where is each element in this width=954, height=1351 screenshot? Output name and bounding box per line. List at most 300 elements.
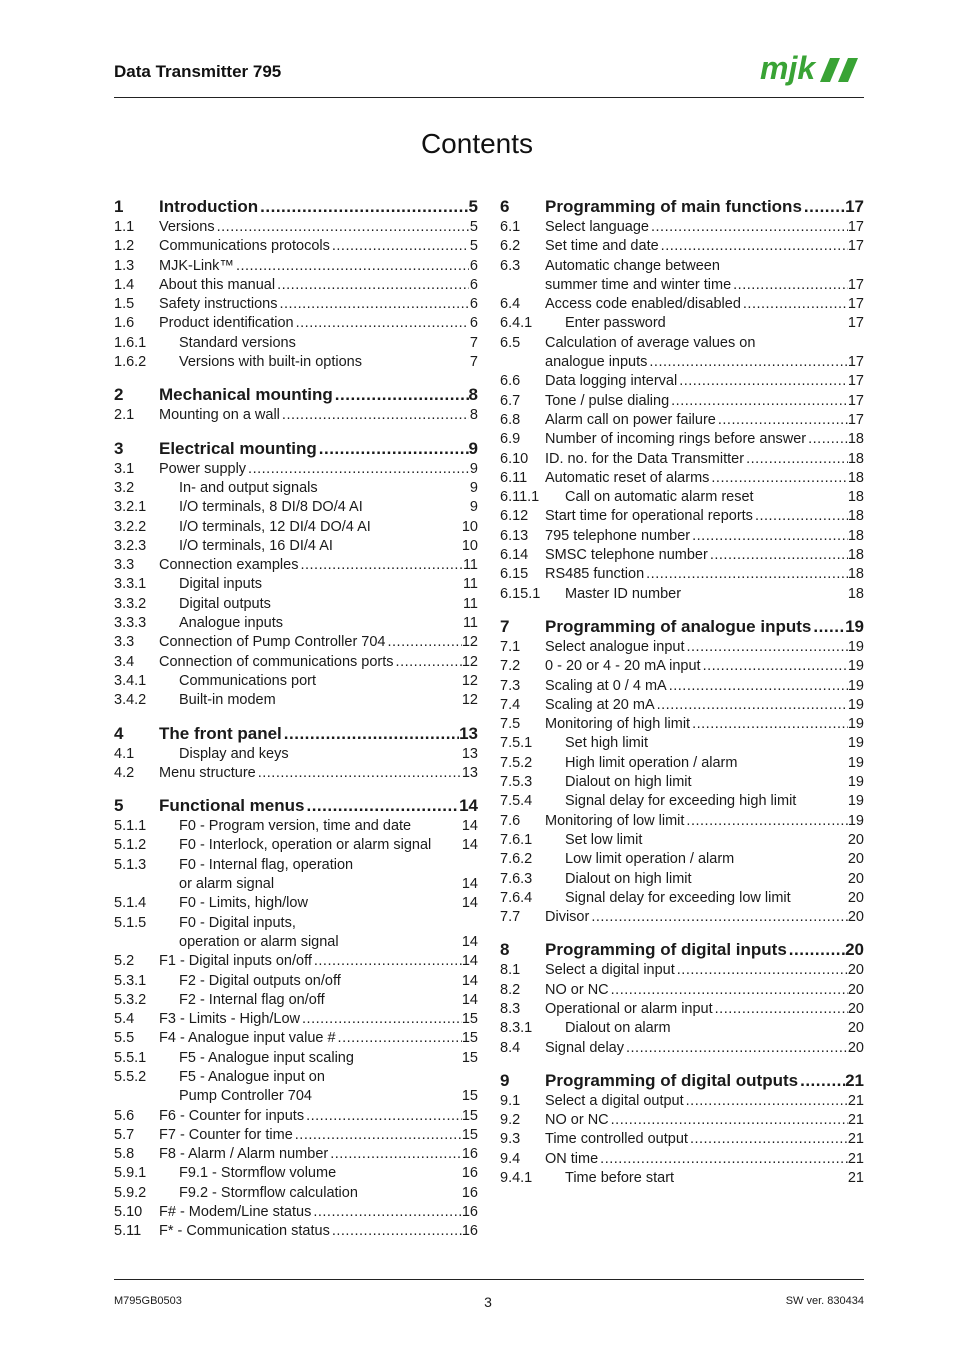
toc-entry-number: 5.3.1 <box>114 972 147 989</box>
toc-entry-title: Programming of digital outputs <box>545 1070 799 1090</box>
toc-entry <box>114 745 478 764</box>
toc-entry <box>114 633 478 652</box>
toc-chapter-heading <box>500 196 864 218</box>
dot-leader <box>386 633 462 652</box>
toc-entry-number: 7.6.4 <box>500 889 533 906</box>
toc-entry-title: Analogue inputs <box>179 615 283 632</box>
toc-entry-title: F1 - Digital inputs on/off <box>159 953 312 970</box>
toc-entry-number: 1.6.2 <box>114 354 147 371</box>
toc-entry-page: 15 <box>461 1011 478 1028</box>
toc-entry-page: 18 <box>847 489 864 506</box>
toc-entry-page: 18 <box>847 547 864 564</box>
toc-entry-title: Standard versions <box>179 334 296 351</box>
toc-entry-title: Select language <box>545 219 649 235</box>
toc-section <box>114 438 478 711</box>
toc-section <box>500 939 864 1057</box>
toc-entry-page: 13 <box>461 745 478 762</box>
toc-entry-title: Menu structure <box>159 764 256 781</box>
dot-leader <box>675 961 848 980</box>
toc-entry-title: Connection of communications ports <box>159 653 394 670</box>
toc-entry-title: Signal delay for exceeding high limit <box>565 793 797 810</box>
toc-entry-page: 12 <box>461 653 478 670</box>
toc-entry-title: NO or NC <box>545 1112 609 1129</box>
toc-entry-number: 4.2 <box>114 764 135 781</box>
toc-entry-number: 7.6.1 <box>500 831 533 848</box>
toc-entry-title: Display and keys <box>179 745 289 762</box>
toc-entry-number: 1.6 <box>114 315 135 332</box>
toc-entry-number: 7.5.3 <box>500 774 533 791</box>
toc-entry-number: 6.13 <box>500 527 529 544</box>
dot-leader <box>624 1039 848 1058</box>
toc-entry-number: 5.10 <box>114 1204 143 1221</box>
toc-entry-page: 20 <box>847 870 864 887</box>
toc-entry-page: 21 <box>847 1112 864 1129</box>
toc-entry-page: 19 <box>847 754 864 771</box>
toc-entry <box>114 614 478 633</box>
toc-entry <box>114 894 478 913</box>
toc-entry-title: Functional menus <box>159 796 305 816</box>
toc-entry-title: F8 - Alarm / Alarm number <box>159 1146 329 1163</box>
dot-leader <box>644 565 848 584</box>
toc-entry-title: ON time <box>545 1150 599 1167</box>
toc-entry-number: 8.2 <box>500 981 521 998</box>
toc-entry <box>500 257 864 276</box>
toc-entry-title: or alarm signal <box>179 876 275 893</box>
toc-entry-title: Connection of Pump Controller 704 <box>159 634 386 651</box>
toc-entry-number: 5.7 <box>114 1126 135 1143</box>
toc-entry-title: F0 - Internal flag, operation <box>179 856 354 873</box>
toc-entry-title: I/O terminals, 8 DI/8 DO/4 AI <box>179 499 363 516</box>
toc-entry <box>114 691 478 710</box>
toc-entry-title: analogue inputs <box>545 354 648 371</box>
toc-entry-number: 3.2.3 <box>114 537 147 554</box>
toc-entry-title: Dialout on high limit <box>565 774 692 791</box>
toc-entry-number: 7.6.2 <box>500 851 533 868</box>
toc-entry-title: operation or alarm signal <box>179 933 339 950</box>
toc-entry-page: 14 <box>461 837 478 854</box>
toc-entry-page: 19 <box>847 638 864 655</box>
dot-leader <box>328 1145 462 1164</box>
dot-leader <box>701 657 848 676</box>
toc-entry-number: 7.4 <box>500 696 521 713</box>
toc-entry-number: 3.3.3 <box>114 615 147 632</box>
toc-entry-number: 7.6 <box>500 812 521 829</box>
toc-entry <box>500 314 864 333</box>
toc-entry-title: Set low limit <box>565 831 643 848</box>
toc-entry-page: 17 <box>845 197 864 216</box>
toc-entry-title: Enter password <box>565 315 666 332</box>
toc-entry <box>114 575 478 594</box>
toc-entry <box>500 507 864 526</box>
dot-leader <box>744 450 848 469</box>
toc-entry <box>500 812 864 831</box>
toc-entry-number: 7.5.4 <box>500 793 533 810</box>
dot-leader <box>741 295 848 314</box>
toc-entry-page: 16 <box>461 1204 478 1221</box>
toc-entry <box>500 696 864 715</box>
toc-entry-title: Mechanical mounting <box>159 385 333 405</box>
toc-entry-title: Operational or alarm input <box>545 1000 713 1017</box>
toc-entry-page: 18 <box>847 527 864 544</box>
dot-leader <box>684 1092 848 1111</box>
toc-entry-title: Programming of analogue inputs <box>545 616 812 636</box>
dot-leader <box>333 384 469 406</box>
toc-entry-page: 20 <box>847 889 864 906</box>
dot-leader <box>798 1070 845 1092</box>
toc-entry-number: 6.2 <box>500 238 521 255</box>
toc-entry-title: F2 - Internal flag on/off <box>179 991 325 1008</box>
toc-entry-number: 5.1.3 <box>114 856 147 873</box>
toc-entry-page: 20 <box>847 1039 864 1056</box>
toc-entry-title: In- and output signals <box>179 479 318 496</box>
toc-entry-page: 16 <box>461 1223 478 1240</box>
toc-entry <box>114 1126 478 1145</box>
toc-entry-number: 4.1 <box>114 745 135 762</box>
toc-entry-title: Set time and date <box>545 238 659 255</box>
dot-leader <box>312 952 462 971</box>
toc-entry-title: Monitoring of low limit <box>545 812 685 829</box>
toc-entry-page: 9 <box>469 479 478 496</box>
toc-entry <box>500 469 864 488</box>
toc-entry <box>500 657 864 676</box>
toc-entry-title: Connection examples <box>159 557 299 574</box>
toc-entry-number: 5.4 <box>114 1011 135 1028</box>
toc-entry-number: 6.14 <box>500 547 529 564</box>
toc-entry <box>500 1019 864 1038</box>
toc-entry-title: F4 - Analogue input value # <box>159 1030 336 1047</box>
toc-entry <box>114 991 478 1010</box>
toc-entry-title: F3 - Limits - High/Low <box>159 1011 301 1028</box>
dot-leader <box>713 1000 848 1019</box>
dot-leader <box>246 460 469 479</box>
toc-entry <box>114 1203 478 1222</box>
toc-entry-page: 14 <box>461 991 478 1008</box>
toc-entry <box>500 1092 864 1111</box>
toc-entry <box>114 1164 478 1183</box>
dot-leader <box>330 237 469 256</box>
toc-entry <box>114 276 478 295</box>
toc-entry <box>114 1145 478 1164</box>
toc-entry-page: 20 <box>847 909 864 926</box>
toc-entry-title: Digital outputs <box>179 595 271 612</box>
toc-section <box>500 196 864 604</box>
toc-entry-number: 6.4.1 <box>500 315 533 332</box>
toc-entry-page: 20 <box>847 981 864 998</box>
toc-entry <box>114 1222 478 1241</box>
toc-entry-page: 10 <box>461 518 478 535</box>
dot-leader <box>256 764 462 783</box>
toc-entry <box>500 638 864 657</box>
dot-leader <box>690 527 848 546</box>
toc-entry <box>500 870 864 889</box>
dot-leader <box>669 392 848 411</box>
toc-entry-page: 18 <box>847 469 864 486</box>
toc-entry-page: 20 <box>847 831 864 848</box>
toc-entry-number: 5.5.1 <box>114 1049 147 1066</box>
logo-slash-1 <box>820 58 840 82</box>
dot-leader <box>317 438 469 460</box>
toc-entry-number: 9.4.1 <box>500 1170 533 1187</box>
toc-entry-title: NO or NC <box>545 981 609 998</box>
toc-entry-number: 6.11.1 <box>500 489 540 506</box>
toc-entry-title: High limit operation / alarm <box>565 754 738 771</box>
toc-entry-page: 17 <box>847 219 864 235</box>
toc-entry-page: 7 <box>469 354 478 371</box>
toc-entry-number: 7.5 <box>500 716 521 733</box>
toc-entry-page: 11 <box>462 595 478 612</box>
toc-entry-page: 12 <box>461 692 478 709</box>
toc-entry-title: I/O terminals, 12 DI/4 DO/4 AI <box>179 518 371 535</box>
toc-entry-page: 12 <box>461 672 478 689</box>
toc-entry <box>500 488 864 507</box>
logo-slash-2 <box>838 58 858 82</box>
dot-leader <box>304 1107 462 1126</box>
dot-leader <box>234 257 469 276</box>
toc-entry-number: 6.6 <box>500 373 521 390</box>
toc-entry-title: F0 - Limits, high/low <box>179 895 308 912</box>
toc-entry-page: 20 <box>847 851 864 868</box>
toc-entry-number: 5.11 <box>114 1223 142 1240</box>
toc-entry-title: Versions <box>159 219 215 235</box>
toc-entry-number: 5.1.5 <box>114 914 147 931</box>
toc-entry-page: 5 <box>469 219 478 235</box>
toc-section <box>114 723 478 784</box>
toc-entry-title: I/O terminals, 16 DI/4 AI <box>179 537 333 554</box>
toc-entry-page: 15 <box>461 1126 478 1143</box>
toc-entry <box>114 295 478 314</box>
toc-entry <box>500 961 864 980</box>
toc-entry-title: Signal delay for exceeding low limit <box>565 889 791 906</box>
toc-entry-title: Programming of main functions <box>545 197 802 216</box>
toc-entry-number: 3 <box>114 438 124 458</box>
toc-entry-title: Communications protocols <box>159 238 330 255</box>
toc-entry-page: 17 <box>847 392 864 409</box>
toc-section <box>500 1070 864 1188</box>
footer-rule <box>114 1279 864 1280</box>
toc-entry-number: 5.1.2 <box>114 837 147 854</box>
toc-entry-page: 15 <box>461 1049 478 1066</box>
toc-entry-title: Pump Controller 704 <box>179 1088 312 1105</box>
toc-section <box>500 616 864 927</box>
toc-entry-page: 19 <box>847 677 864 694</box>
toc-entry <box>114 914 478 933</box>
dot-leader <box>589 908 848 927</box>
toc-entry <box>500 1000 864 1019</box>
toc-entry <box>114 479 478 498</box>
toc-entry-page: 19 <box>845 616 864 636</box>
toc-entry-number: 6.10 <box>500 450 529 467</box>
toc-entry-page: 14 <box>461 876 478 893</box>
dot-leader <box>677 372 848 391</box>
toc-entry-number: 8.3 <box>500 1000 521 1017</box>
toc-entry-title: Time before start <box>565 1170 675 1187</box>
toc-entry-page: 19 <box>847 658 864 675</box>
toc-entry-number: 7.6.3 <box>500 870 533 887</box>
toc-chapter-heading <box>114 723 478 745</box>
toc-entry-page: 17 <box>847 276 864 293</box>
toc-entry-number: 3.3 <box>114 634 135 651</box>
dot-leader <box>258 196 468 218</box>
toc-entry <box>500 1111 864 1130</box>
toc-entry-number: 6.12 <box>500 508 529 525</box>
toc-entry-page: 21 <box>847 1150 864 1167</box>
toc-entry <box>114 764 478 783</box>
toc-entry-number: 1.5 <box>114 296 135 313</box>
toc-entry-number: 8.4 <box>500 1039 521 1056</box>
toc-entry-page: 17 <box>847 354 864 371</box>
dot-leader <box>304 795 459 817</box>
dot-leader <box>280 406 469 425</box>
toc-entry <box>114 653 478 672</box>
toc-entry <box>114 556 478 575</box>
toc-entry-page: 14 <box>459 796 478 816</box>
toc-chapter-heading <box>114 438 478 460</box>
toc-entry-page: 11 <box>462 557 478 574</box>
dot-leader <box>731 276 848 295</box>
toc-entry <box>114 334 478 353</box>
toc-entry-page: 20 <box>847 1020 864 1037</box>
toc-entry-number: 6.1 <box>500 219 521 235</box>
toc-entry-number: 4 <box>114 723 124 743</box>
toc-entry <box>114 218 478 237</box>
toc-entry-page: 18 <box>847 450 864 467</box>
toc-entry-number: 9.4 <box>500 1150 521 1167</box>
toc-entry-page: 13 <box>461 764 478 781</box>
toc-entry-title: Call on automatic alarm reset <box>565 489 754 506</box>
toc-entry-number: 3.2.2 <box>114 518 147 535</box>
toc-entry-title: Electrical mounting <box>159 438 317 458</box>
toc-entry-title: F2 - Digital outputs on/off <box>179 972 341 989</box>
toc-entry-title: Introduction <box>159 197 259 216</box>
dot-leader <box>275 276 469 295</box>
toc-entry-title: Scaling at 20 mA <box>545 696 655 713</box>
toc-entry-title: SMSC telephone number <box>545 547 708 564</box>
toc-entry-title: Automatic change between <box>545 257 720 274</box>
toc-entry-page: 19 <box>847 812 864 829</box>
toc-entry-title: Mounting on a wall <box>159 407 280 424</box>
toc-entry <box>500 411 864 430</box>
toc-entry <box>114 257 478 276</box>
toc-entry-title: F0 - Program version, time and date <box>179 818 412 835</box>
toc-entry-page: 11 <box>462 576 478 593</box>
toc-entry-page: 9 <box>469 499 478 516</box>
toc-entry-title: F# - Modem/Line status <box>159 1204 312 1221</box>
toc-entry-title: Programming of digital inputs <box>545 940 787 960</box>
toc-entry-title: Dialout on alarm <box>565 1020 671 1037</box>
toc-entry-page: 14 <box>461 895 478 912</box>
dot-leader <box>298 556 462 575</box>
toc-entry <box>500 585 864 604</box>
dot-leader <box>609 1111 848 1130</box>
toc-entry-number: 5.9.1 <box>114 1165 147 1182</box>
toc-entry-title: Power supply <box>159 460 247 477</box>
toc-entry-title: Time controlled output <box>545 1131 688 1148</box>
toc-entry <box>500 565 864 584</box>
toc-entry-page: 15 <box>461 1030 478 1047</box>
dot-leader <box>688 1130 848 1149</box>
toc-entry-number: 5.5.2 <box>114 1068 147 1085</box>
toc-entry <box>114 518 478 537</box>
toc-section <box>114 384 478 425</box>
toc-entry-title: Select a digital output <box>545 1092 684 1109</box>
toc-entry-page: 6 <box>469 257 478 274</box>
toc-entry-number: 5.3.2 <box>114 991 147 1008</box>
toc-entry-page: 16 <box>461 1184 478 1201</box>
toc-entry-title: About this manual <box>159 276 276 293</box>
toc-entry-page: 21 <box>847 1170 864 1187</box>
toc-entry-number: 8 <box>500 940 510 960</box>
toc-section <box>114 795 478 1242</box>
toc-entry <box>500 450 864 469</box>
toc-entry-number: 7.5.1 <box>500 735 533 752</box>
toc-entry-title: Data logging interval <box>545 373 678 390</box>
toc-entry <box>114 1049 478 1068</box>
toc-entry-number: 9 <box>500 1070 510 1090</box>
toc-entry-page: 9 <box>468 438 478 458</box>
toc-entry-number: 6 <box>500 197 510 216</box>
dot-leader <box>684 638 847 657</box>
toc-entry-number: 6.9 <box>500 431 521 448</box>
toc-chapter-heading <box>500 939 864 961</box>
toc-entry <box>114 1107 478 1126</box>
toc-section <box>114 196 478 372</box>
dot-leader <box>293 1126 462 1145</box>
toc-entry-page: 17 <box>847 315 864 332</box>
toc-entry-number: 9.3 <box>500 1131 521 1148</box>
dot-leader <box>690 715 848 734</box>
toc-entry-title: Access code enabled/disabled <box>545 296 741 313</box>
toc-entry-page: 21 <box>845 1070 864 1090</box>
document-id: M795GB0503 <box>114 1295 182 1307</box>
toc-entry-number: 5.1.1 <box>114 818 147 835</box>
toc-chapter-heading <box>114 384 478 406</box>
dot-leader <box>609 981 848 1000</box>
toc-entry-number: 5.1.4 <box>114 895 147 912</box>
toc-entry <box>500 734 864 753</box>
toc-entry <box>114 836 478 855</box>
toc-entry-title: RS485 function <box>545 566 645 583</box>
toc-entry-page: 21 <box>847 1092 864 1109</box>
toc-entry <box>500 334 864 353</box>
dot-leader <box>806 430 848 449</box>
toc-entry <box>114 406 478 425</box>
toc-entry-number: 6.5 <box>500 334 521 351</box>
toc-entry-number: 7 <box>500 616 510 636</box>
toc-chapter-heading <box>114 196 478 218</box>
toc-entry-page: 9 <box>469 460 478 477</box>
toc-entry-page: 19 <box>847 696 864 713</box>
dot-leader <box>215 218 469 237</box>
toc-entry-page: 13 <box>459 723 478 743</box>
toc-entry <box>114 460 478 479</box>
toc-entry-number: 6.8 <box>500 411 521 428</box>
logo-text: mjk <box>760 50 816 86</box>
toc-entry-number: 6.11 <box>500 469 528 486</box>
toc-entry-title: F9.1 - Stormflow volume <box>179 1165 337 1182</box>
toc-entry-number: 8.3.1 <box>500 1020 533 1037</box>
dot-leader <box>787 939 845 961</box>
toc-entry <box>500 773 864 792</box>
toc-entry-number: 3.3 <box>114 557 135 574</box>
toc-entry-number: 2 <box>114 385 124 405</box>
toc-entry-number: 7.2 <box>500 658 521 675</box>
toc-entry-page: 17 <box>847 373 864 390</box>
toc-entry <box>114 1068 478 1087</box>
toc-entry <box>114 595 478 614</box>
toc-entry-page: 7 <box>469 334 478 351</box>
toc-entry-number: 6.3 <box>500 257 521 274</box>
toc-entry <box>114 817 478 836</box>
